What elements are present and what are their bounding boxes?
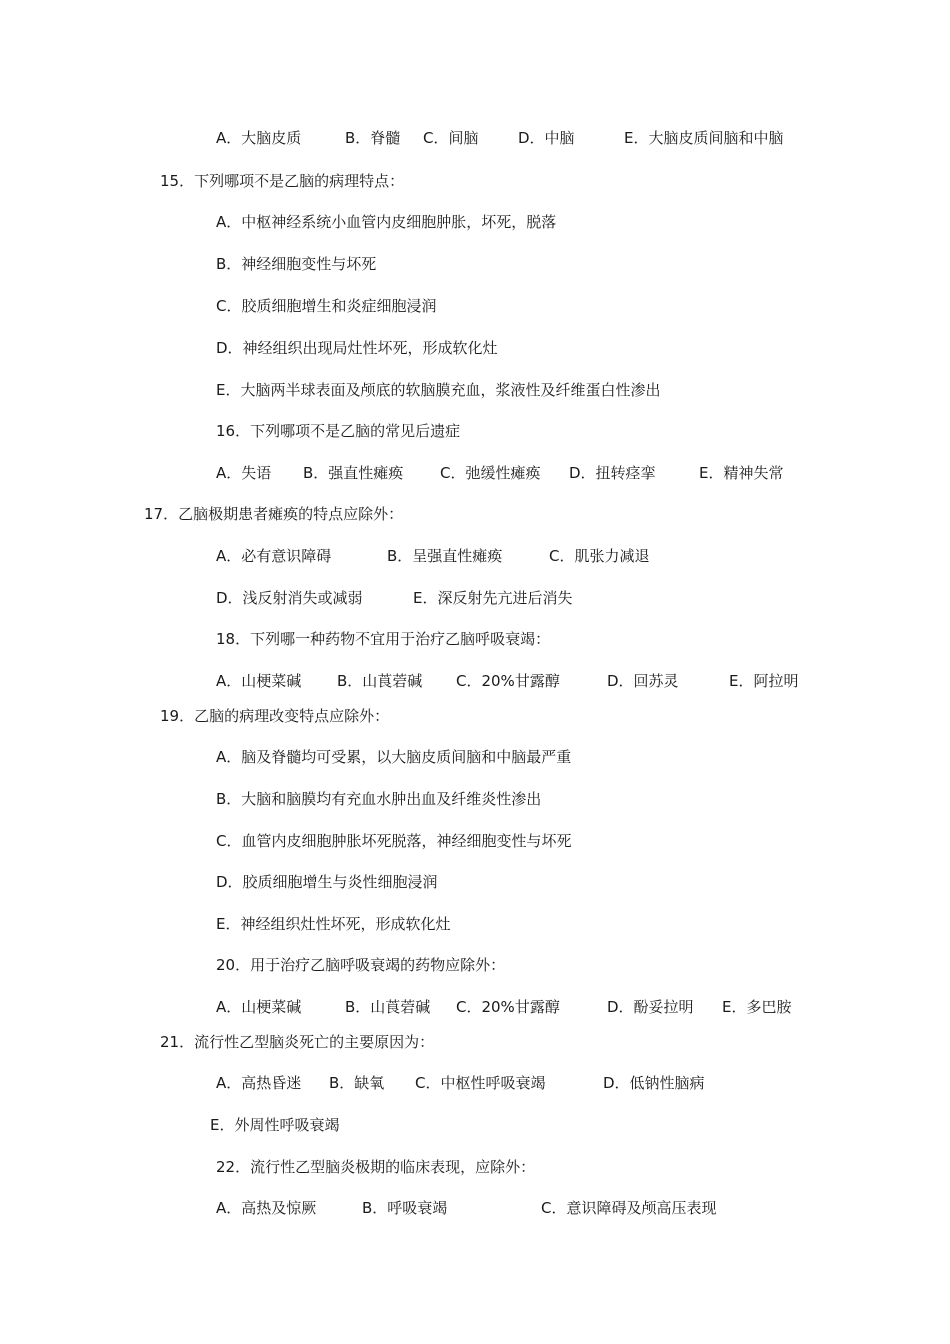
- line-text: B．大脑和脑膜均有充血水肿出血及纤维炎性渗出: [216, 790, 542, 808]
- option-text: E．大脑皮质间脑和中脑: [624, 129, 784, 147]
- option-text: B．呈强直性瘫痪: [387, 547, 503, 565]
- line-text: 15．下列哪项不是乙脑的病理特点：: [160, 172, 405, 190]
- line-text: 16．下列哪项不是乙脑的常见后遗症: [216, 422, 461, 440]
- option-text: D．低钠性脑病: [603, 1074, 705, 1092]
- line-text: C．胶质细胞增生和炎症细胞浸润: [216, 297, 437, 315]
- option-text: C．肌张力减退: [549, 547, 650, 565]
- option-text: A．必有意识障碍: [216, 547, 332, 565]
- line-text: 19．乙脑的病理改变特点应除外：: [160, 707, 390, 725]
- line-text: 20．用于治疗乙脑呼吸衰竭的药物应除外：: [216, 956, 506, 974]
- option-text: A．失语: [216, 464, 272, 482]
- option-text: C．弛缓性瘫痪: [440, 464, 541, 482]
- line-text: C．血管内皮细胞肿胀坏死脱落，神经细胞变性与坏死: [216, 832, 572, 850]
- option-text: B．强直性瘫痪: [303, 464, 404, 482]
- line-text: B．神经细胞变性与坏死: [216, 255, 377, 273]
- option-text: D．回苏灵: [607, 672, 679, 690]
- line-text: E．神经组织灶性坏死，形成软化灶: [216, 915, 451, 933]
- option-text: C．间脑: [423, 129, 479, 147]
- option-text: D．扭转痉挛: [569, 464, 656, 482]
- line-text: A．脑及脊髓均可受累，以大脑皮质间脑和中脑最严重: [216, 748, 572, 766]
- option-text: A．高热昏迷: [216, 1074, 302, 1092]
- option-text: B．缺氧: [329, 1074, 385, 1092]
- option-text: A．山梗菜碱: [216, 998, 302, 1016]
- option-text: D．中脑: [518, 129, 575, 147]
- line-text: 18．下列哪一种药物不宜用于治疗乙脑呼吸衰竭：: [216, 630, 551, 648]
- option-text: A．大脑皮质: [216, 129, 302, 147]
- option-text: D．酚妥拉明: [607, 998, 694, 1016]
- option-text: B．脊髓: [345, 129, 401, 147]
- option-text: E．深反射先亢进后消失: [413, 589, 573, 607]
- option-text: A．山梗菜碱: [216, 672, 302, 690]
- option-text: C．20%甘露醇: [456, 998, 560, 1016]
- option-text: B．山莨菪碱: [337, 672, 423, 690]
- line-text: A．中枢神经系统小血管内皮细胞肿胀，坏死，脱落: [216, 213, 557, 231]
- option-text: A．高热及惊厥: [216, 1199, 317, 1217]
- line-text: D．胶质细胞增生与炎性细胞浸润: [216, 873, 438, 891]
- line-text: E．大脑两半球表面及颅底的软脑膜充血，浆液性及纤维蛋白性渗出: [216, 381, 661, 399]
- option-text: E．阿拉明: [729, 672, 799, 690]
- option-text: B．呼吸衰竭: [362, 1199, 448, 1217]
- line-text: D．神经组织出现局灶性坏死，形成软化灶: [216, 339, 498, 357]
- line-text: 17．乙脑极期患者瘫痪的特点应除外：: [144, 505, 404, 523]
- option-text: D．浅反射消失或减弱: [216, 589, 363, 607]
- option-text: B．山莨菪碱: [345, 998, 431, 1016]
- option-text: E．多巴胺: [722, 998, 792, 1016]
- line-text: 21．流行性乙型脑炎死亡的主要原因为：: [160, 1033, 435, 1051]
- line-text: 22．流行性乙型脑炎极期的临床表现，应除外：: [216, 1158, 536, 1176]
- option-text: C．20%甘露醇: [456, 672, 560, 690]
- option-text: C．中枢性呼吸衰竭: [415, 1074, 546, 1092]
- option-text: C．意识障碍及颅高压表现: [541, 1199, 717, 1217]
- option-text: E．精神失常: [699, 464, 784, 482]
- line-text: E．外周性呼吸衰竭: [210, 1116, 340, 1134]
